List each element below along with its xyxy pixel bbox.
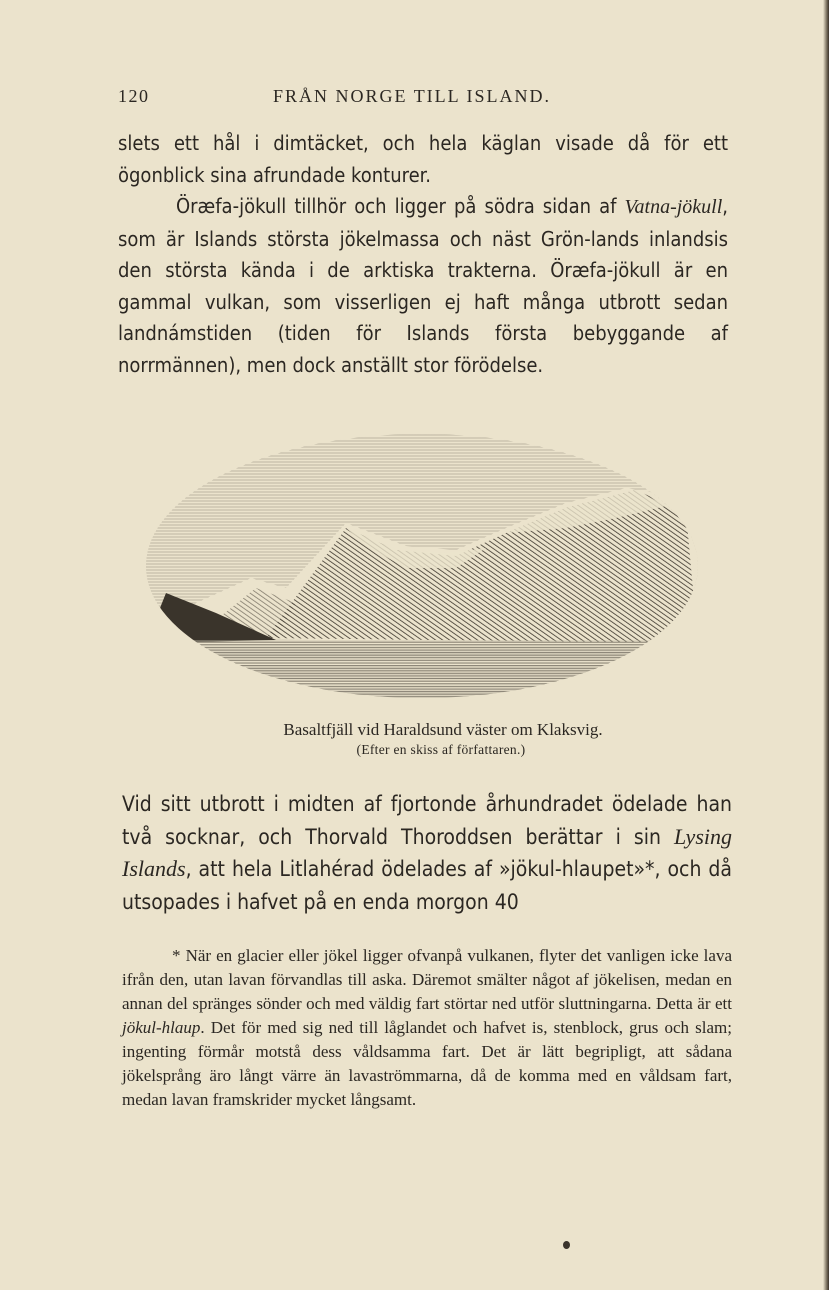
caption-title: Basaltfjäll vid Haraldsund väster om Klaksvig. bbox=[283, 720, 603, 739]
text-run: , som är Islands största jökelmassa och näst Grön-lands inlandsis den största kända i de arktiska trakterna. Öræfa-jökull är en gammal vulkan, som visserligen ej haft många utbrott sedan landnámstiden (tiden för Islands första bebyggande af norrmännen), men dock anställt stor förödelse. bbox=[118, 194, 728, 377]
paragraph-continued: slets ett hål i dimtäcket, och hela käglan visade då för ett ögonblick sina afrundade konturer. bbox=[118, 131, 728, 187]
text-run: * När en glacier eller jökel ligger ofvanpå vulkanen, flyter det vanligen icke lava ifrån den, utan lavan förvandlas till aska. Däremot smälter något af jökelisen, medan en annan del spränges sönder och med väldig fart störtar ned utför sluttningarna. Detta är ett bbox=[122, 946, 732, 1013]
text-run: . Det för med sig ned till låglandet och hafvet is, stenblock, grus och slam; ingenting förmår motstå dess våldsamma fart. Det är lätt begripligt, att sådana jökelsprång äro långt värre än lavaströmmarna, då de komma med en våldsam fart, medan lavan framskrider mycket långsamt. bbox=[122, 1018, 732, 1109]
text-run: , att hela Litlahérad ödelades af »jökul-hlaupet»*, och då utsopades i hafvet på en enda morgon 40 bbox=[122, 857, 732, 914]
body-text-top bbox=[118, 128, 728, 381]
footnote bbox=[122, 944, 732, 1112]
body-text-bottom bbox=[122, 788, 732, 918]
ink-spot bbox=[563, 1241, 570, 1249]
paragraph-eruption bbox=[122, 788, 732, 918]
italic-term: Vatna-jökull bbox=[624, 196, 723, 218]
engraving-figure bbox=[146, 428, 698, 704]
text-run: Öræfa-jökull tillhör och ligger på södra sidan af bbox=[176, 194, 625, 218]
figure-caption bbox=[118, 720, 728, 758]
italic-term: jökul-hlaup bbox=[122, 1018, 201, 1037]
paragraph-oraefajokull bbox=[118, 191, 728, 381]
page-number: 120 bbox=[118, 86, 150, 106]
page-edge-shadow bbox=[823, 0, 829, 1290]
caption-credit: (Efter en skiss af författaren.) bbox=[356, 742, 526, 757]
footnote-paragraph bbox=[122, 944, 732, 1112]
italic-title: Lysing Islands bbox=[122, 823, 732, 881]
running-title: FRÅN NORGE TILL ISLAND. bbox=[273, 86, 551, 106]
basalt-mountain-engraving bbox=[146, 428, 698, 704]
text-run: Vid sitt utbrott i midten af fjortonde århundradet ödelade han två socknar, och Thorvald Thoroddsen berättar i sin bbox=[122, 792, 732, 849]
